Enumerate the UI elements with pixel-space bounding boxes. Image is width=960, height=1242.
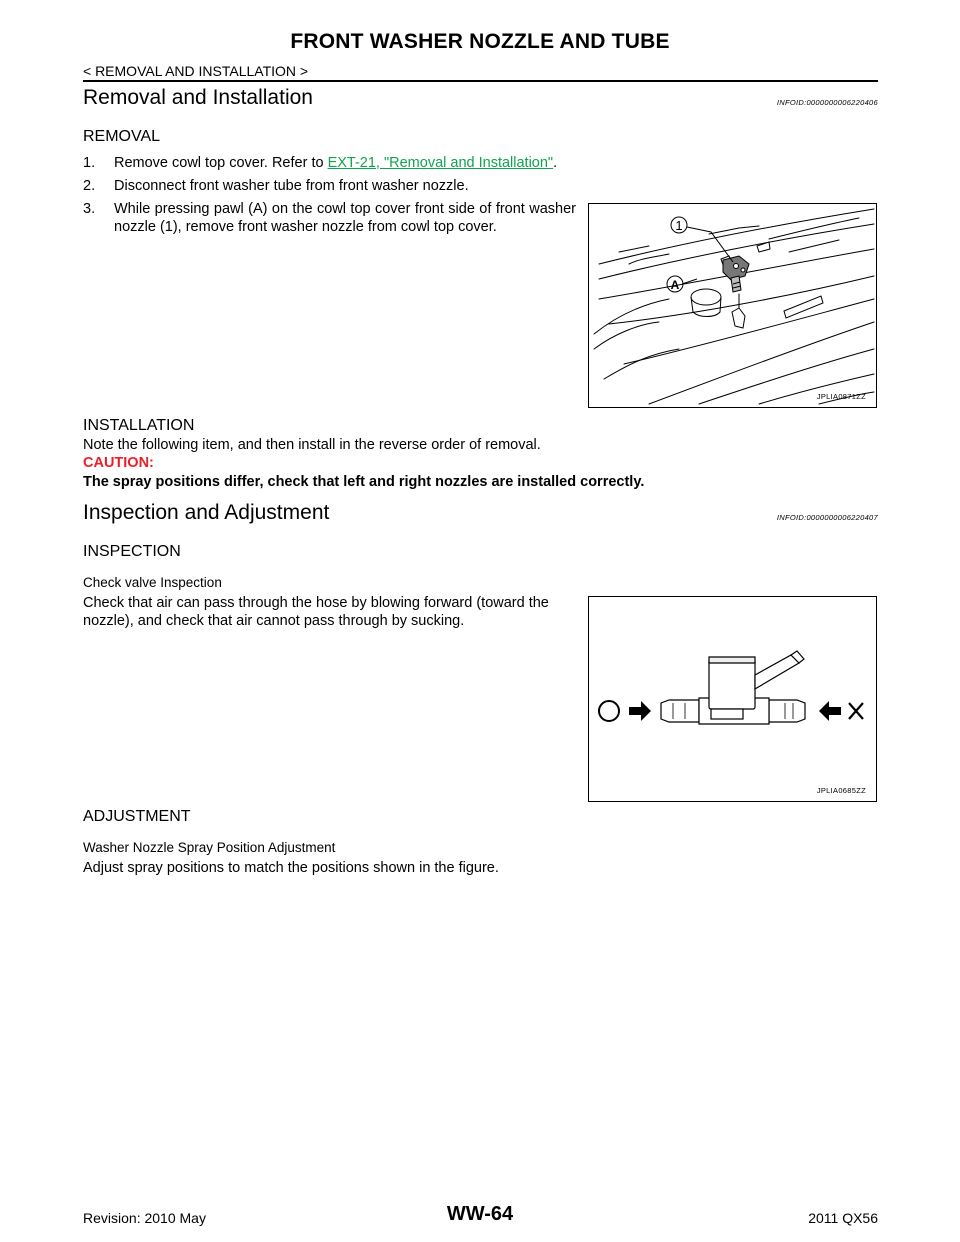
callout-a-label: A [670, 278, 680, 292]
subheading-inspection: INSPECTION [83, 543, 181, 560]
revision-label: Revision: 2010 May [83, 1210, 206, 1226]
step-text: Disconnect front washer tube from front washer nozzle. [114, 178, 469, 194]
step-1 [83, 154, 557, 173]
figure-check-valve [588, 596, 877, 802]
arrow-right-icon [629, 701, 651, 721]
reference-link[interactable]: EXT-21, "Removal and Installation" [327, 155, 554, 171]
ng-cross-icon [849, 703, 863, 719]
subheading-adjustment: ADJUSTMENT [83, 808, 191, 825]
step-2 [83, 177, 469, 196]
caution-text: The spray positions differ, check that left and right nozzles are installed correctly. [83, 474, 645, 490]
subheading-installation: INSTALLATION [83, 417, 195, 434]
header-divider [83, 80, 878, 82]
arrow-left-icon [819, 701, 841, 721]
check-valve-illustration [589, 597, 876, 801]
step-text: While pressing pawl (A) on the cowl top cover front side of front washer nozzle (1), remove front washer nozzle from cowl top cover. [114, 201, 576, 235]
step-number: 3. [83, 201, 96, 217]
installation-note: Note the following item, and then install in the reverse order of removal. [83, 437, 541, 453]
step-text: Remove cowl top cover. Refer to [114, 155, 328, 171]
breadcrumb: < REMOVAL AND INSTALLATION > [83, 63, 309, 79]
caution-label: CAUTION: [83, 455, 154, 471]
infoid-label: INFOID:0000000006220407 [776, 513, 878, 522]
spray-adjustment-text: Adjust spray positions to match the positions shown in the figure. [83, 860, 499, 876]
figure-code: JPLIA0685ZZ [816, 786, 866, 795]
check-valve-instructions: Check that air can pass through the hose by blowing forward (toward the nozzle), and check that air cannot pass through by sucking. [83, 595, 549, 629]
page-title: FRONT WASHER NOZZLE AND TUBE [290, 30, 670, 53]
step-text-tail: . [553, 155, 558, 171]
ok-circle-icon [599, 701, 619, 721]
page-number: WW-64 [446, 1203, 514, 1225]
callout-1-label: 1 [675, 218, 683, 233]
subheading-removal: REMOVAL [83, 128, 161, 145]
step-number: 1. [83, 155, 96, 171]
figure-cowl-nozzle [588, 203, 877, 408]
step-number: 2. [83, 178, 96, 194]
infoid-label: INFOID:0000000006220406 [776, 98, 878, 107]
section-title-inspection-adjustment: Inspection and Adjustment [83, 501, 330, 524]
check-valve-heading: Check valve Inspection [83, 575, 222, 590]
model-label: 2011 QX56 [808, 1210, 878, 1226]
figure-code: JPLIA0871ZZ [816, 392, 866, 401]
section-title-removal-installation: Removal and Installation [83, 86, 313, 109]
cowl-nozzle-illustration [589, 204, 876, 407]
step-3 [83, 200, 576, 236]
spray-adjustment-heading: Washer Nozzle Spray Position Adjustment [83, 840, 336, 855]
